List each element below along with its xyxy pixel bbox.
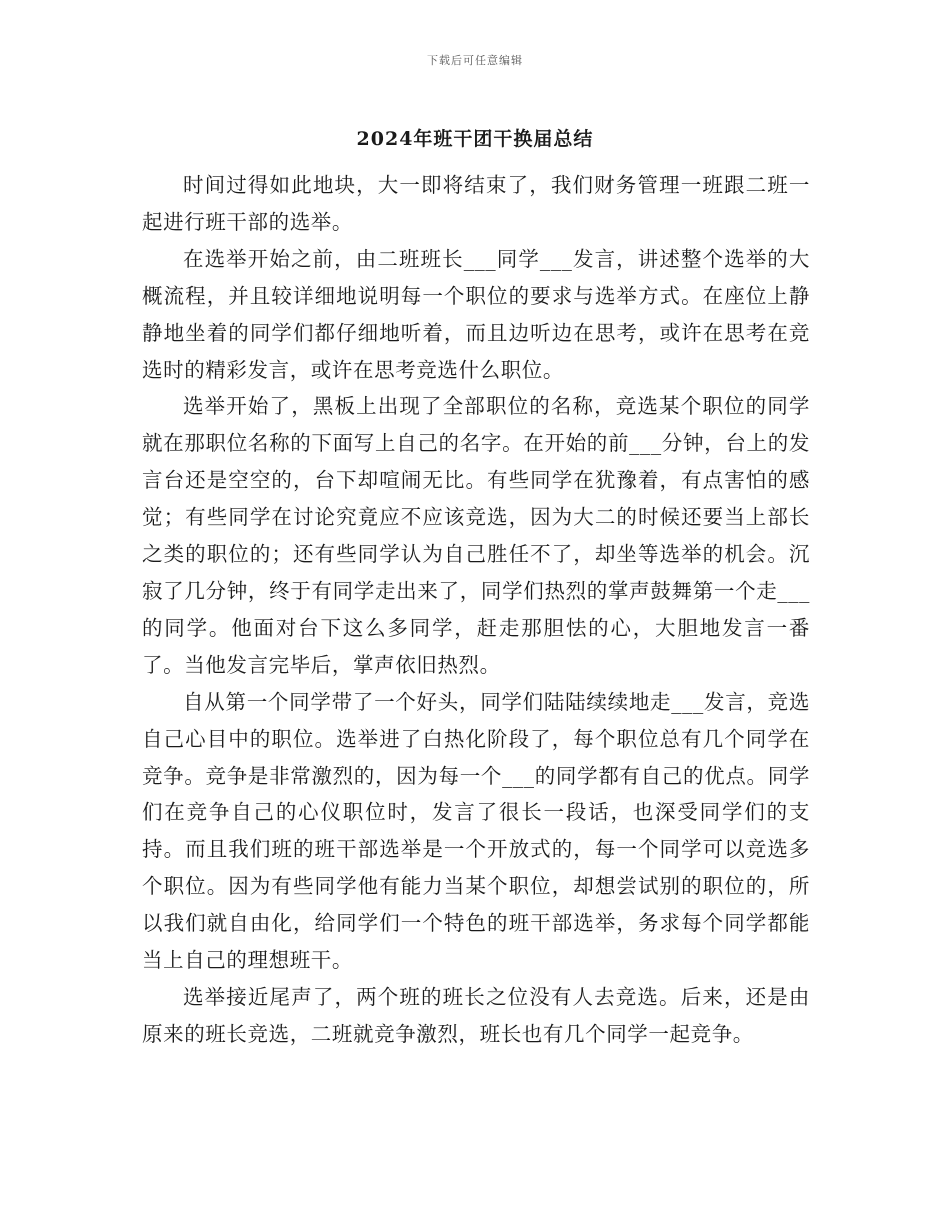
paragraph-2: 在选举开始之前，由二班班长___同学___发言，讲述整个选举的大概流程，并且较详细地说明每一个职位的要求与选举方式。在座位上静静地坐着的同学们都仔细地听着，而且边听边在思考，或许在思考在竞选时的精彩发言，或许在思考竞选什么职位。	[142, 246, 810, 382]
paragraph-3: 选举开始了，黑板上出现了全部职位的名称，竞选某个职位的同学就在那职位名称的下面写上自己的名字。在开始的前___分钟，台上的发言台还是空空的，台下却喧闹无比。有些同学在犹豫着，有点害怕的感觉；有些同学在讨论究竟应不应该竞选，因为大二的时候还要当上部长之类的职位的；还有些同学认为自己胜任不了，却坐等选举的机会。沉寂了几分钟，终于有同学走出来了，同学们热烈的掌声鼓舞第一个走___的同学。他面对台下这么多同学，赶走那胆怯的心，大胆地发言一番了。当他发言完毕后，掌声依旧热烈。	[142, 394, 810, 677]
document-title: 2024年班干团干换届总结	[356, 128, 594, 150]
paragraph-1: 时间过得如此地块，大一即将结束了，我们财务管理一班跟二班一起进行班干部的选举。	[142, 173, 810, 234]
page-header-note: 下载后可任意编辑	[427, 54, 523, 67]
document-body	[142, 167, 810, 1053]
paragraph-4: 自从第一个同学带了一个好头，同学们陆陆续续地走___发言，竞选自己心目中的职位。选举进了白热化阶段了，每个职位总有几个同学在竞争。竞争是非常激烈的，因为每一个___的同学都有自己的优点。同学们在竞争自己的心仪职位时，发言了很长一段话，也深受同学们的支持。而且我们班的班干部选举是一个开放式的，每一个同学可以竞选多个职位。因为有些同学他有能力当某个职位，却想尝试别的职位的，所以我们就自由化，给同学们一个特色的班干部选举，务求每个同学都能当上自己的理想班干。	[142, 689, 810, 973]
paragraph-5: 选举接近尾声了，两个班的班长之位没有人去竞选。后来，还是由原来的班长竞选，二班就竞争激烈，班长也有几个同学一起竞争。	[142, 984, 810, 1046]
